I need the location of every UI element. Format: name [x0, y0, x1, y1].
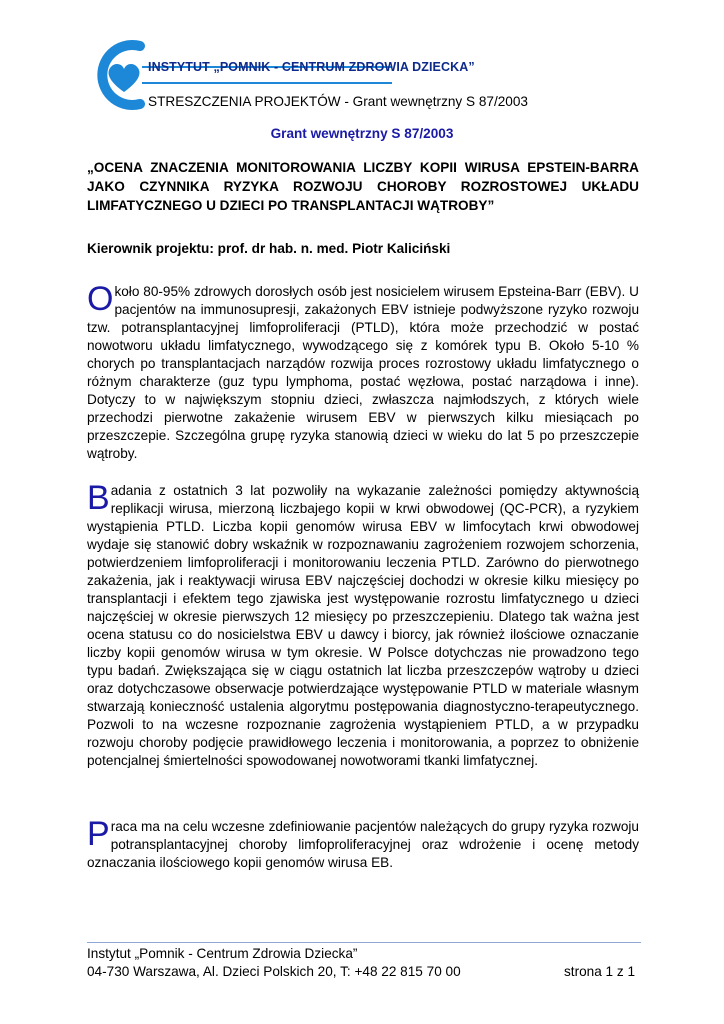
paragraph-1: [87, 280, 639, 463]
project-title: „OCENA ZNACZENIA MONITOROWANIA LICZBY KOPII WIRUSA EPSTEIN-BARRA JAKO CZYNNIKA RYZYKA ROZWOJU CHOROBY ROZROSTOWEJ UKŁADU LIMFATYCZNEGO U DZIECI PO TRANSPLANTACJI WĄTROBY”: [87, 160, 639, 213]
paragraph-1-text: koło 80-95% zdrowych dorosłych osób jest nosicielem wirusem Epsteina-Barr (EBV). U pacjentów na immunosupresji, zakażonych EBV istnieje podwyższone ryzyko rozwoju tzw. potransplantacyjnej limfoproliferacji (PTLD), która może przechodzić w postać nowotworu układu limfatycznego, wywodzącego się z komórek typu B. Około 5-10 % chorych po transplantacjach narządów rozwija proces rozrostowy układu limfatycznego o różnym charakterze (guz typu lymphoma, postać węzłowa, postać narządowa i inne). Dotyczy to w największym stopniu dzieci, zwłaszcza najmłodszych, z których wiele przechodzi pierwotne zakażenie wirusem EBV w pierwszych kilku miesiącach po przeszczepie. Szczególna grupę ryzyka stanowią dzieci w wieku do lat 5 po przeszczepie wątroby.: [87, 284, 639, 461]
paragraph-3: [87, 815, 639, 872]
paragraph-3-text: raca ma na celu wczesne zdefiniowanie pacjentów należących do grupy ryzyka rozwoju potransplantacyjnej choroby limfoproliferacyjnej oraz wdrożenie i ocenę metody oznaczania ilościowego kopii genomów wirusa EB.: [87, 819, 639, 870]
footer-institute: Instytut „Pomnik - Centrum Zdrowia Dziecka”: [87, 946, 358, 961]
header-line: STRESZCZENIA PROJEKTÓW - Grant wewnętrzny S 87/2003: [148, 94, 528, 109]
grant-title: Grant wewnętrzny S 87/2003: [270, 126, 454, 141]
paragraph-2-text: adania z ostatnich 3 lat pozwoliły na wykazanie zależności pomiędzy aktywnością replikacji wirusa, mierzoną liczbajego kopii w krwi obwodowej (QC-PCR), a ryzykiem wystąpienia PTLD. Liczba kopii genomów wirusa EBV w limfocytach krwi obwodowej wydaje się stanowić dobry wskaźnik w rozpoznawaniu zagrożeniem rozwojem schorzenia, potwierdzeniem limfoproliferacji i monitorowaniu leczenia PTLD. Zarówno do pierwotnego zakażenia, jak i reaktywacji wirusa EBV najczęściej dochodzi w okresie kilku miesięcy po transplantacji i efektem tego zjawiska jest występowanie rozrostu limfatycznego u dzieci najczęściej w okresie pierwszych 12 miesięcy po przeszczepieniu. Dlatego tak ważna jest ocena statusu co do nosicielstwa EBV u dawcy i biorcy, jak również ilościowe oznaczanie liczby kopii genomów wirusa w tym okresie. W Polsce dotychczas nie prowadzono tego typu badań. Zwiększająca się w ciągu ostatnich lat liczba przeszczepów wątroby u dzieci oraz dotychczasowe obserwacje potwierdzające występowanie PTLD w materiale własnym stwarzają konieczność ustalenia algorytmu postępowania diagnostyczno-terapeutycznego. Pozwoli to na wczesne rozpoznanie zagrożenia wystąpieniem PTLD, a w przypadku rozwoju choroby podjęcie prawidłowego leczenia i monitorowania, a poprzez to obniżenie potencjalnej śmiertelności spowodowanej nowotworami tkanki limfatycznej.: [87, 483, 639, 768]
dropcap-b: B: [87, 479, 110, 517]
footer-address: 04-730 Warszawa, Al. Dzieci Polskich 20, T: +48 22 815 70 00: [87, 964, 461, 979]
footer-divider: [87, 942, 641, 943]
dropcap-o: O: [87, 280, 114, 318]
project-manager: Kierownik projektu: prof. dr hab. n. med. Piotr Kaliciński: [87, 241, 451, 256]
logo-text: INSTYTUT „POMNIK - CENTRUM ZDROWIA DZIECKA”: [148, 60, 475, 74]
paragraph-2: [87, 479, 639, 770]
dropcap-p: P: [87, 815, 110, 853]
page-number: strona 1 z 1: [564, 964, 636, 979]
